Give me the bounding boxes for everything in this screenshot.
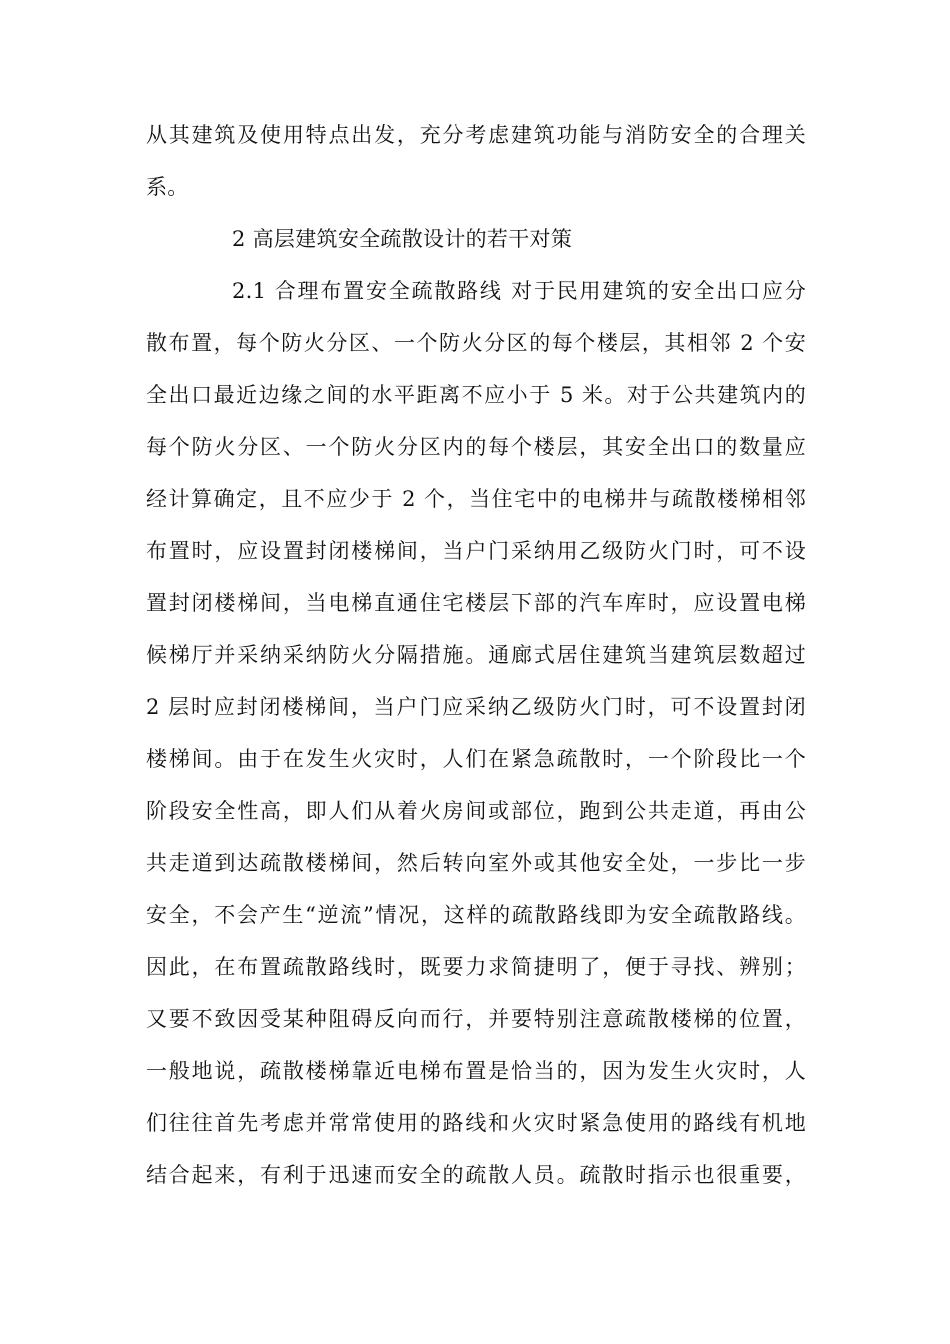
text-line: 一般地说，疏散楼梯靠近电梯布置是恰当的，因为发生火灾时，人 — [146, 1059, 806, 1083]
text-line: 安全，不会产生“逆流”情况，这样的疏散路线即为安全疏散路线。 — [146, 903, 806, 927]
text-line: 共走道到达疏散楼梯间，然后转向室外或其他安全处，一步比一步 — [146, 851, 806, 875]
text-line: 从其建筑及使用特点出发，充分考虑建筑功能与消防安全的合理关 — [146, 123, 806, 147]
text-line: 全出口最近边缘之间的水平距离不应小于 5 米。对于公共建筑内的 — [146, 383, 806, 407]
text-line: 们往往首先考虑并常常使用的路线和火灾时紧急使用的路线有机地 — [146, 1111, 806, 1135]
text-line: 因此，在布置疏散路线时，既要力求简捷明了，便于寻找、辨别； — [146, 955, 806, 979]
text-line: 散布置，每个防火分区、一个防火分区的每个楼层，其相邻 2 个安 — [146, 331, 806, 355]
text-line: 候梯厅并采纳采纳防火分隔措施。通廊式居住建筑当建筑层数超过 — [146, 643, 806, 667]
text-line: 结合起来，有利于迅速而安全的疏散人员。疏散时指示也很重要， — [146, 1163, 806, 1187]
text-line: 2.1 合理布置安全疏散路线 对于民用建筑的安全出口应分 — [232, 279, 806, 303]
text-line: 又要不致因受某种阻碍反向而行，并要特别注意疏散楼梯的位置， — [146, 1007, 806, 1031]
text-line: 经计算确定，且不应少于 2 个，当住宅中的电梯井与疏散楼梯相邻 — [146, 487, 806, 511]
text-line: 每个防火分区、一个防火分区内的每个楼层，其安全出口的数量应 — [146, 435, 806, 459]
text-line: 置封闭楼梯间，当电梯直通住宅楼层下部的汽车库时，应设置电梯 — [146, 591, 806, 615]
text-line: 楼梯间。由于在发生火灾时，人们在紧急疏散时，一个阶段比一个 — [146, 747, 806, 771]
section-heading: 2 高层建筑安全疏散设计的若干对策 — [232, 227, 573, 251]
text-line: 阶段安全性高，即人们从着火房间或部位，跑到公共走道，再由公 — [146, 799, 806, 823]
text-line: 系。 — [146, 175, 189, 199]
text-line: 布置时，应设置封闭楼梯间，当户门采纳用乙级防火门时，可不设 — [146, 539, 806, 563]
text-line: 2 层时应封闭楼梯间，当户门应采纳乙级防火门时，可不设置封闭 — [146, 695, 806, 719]
